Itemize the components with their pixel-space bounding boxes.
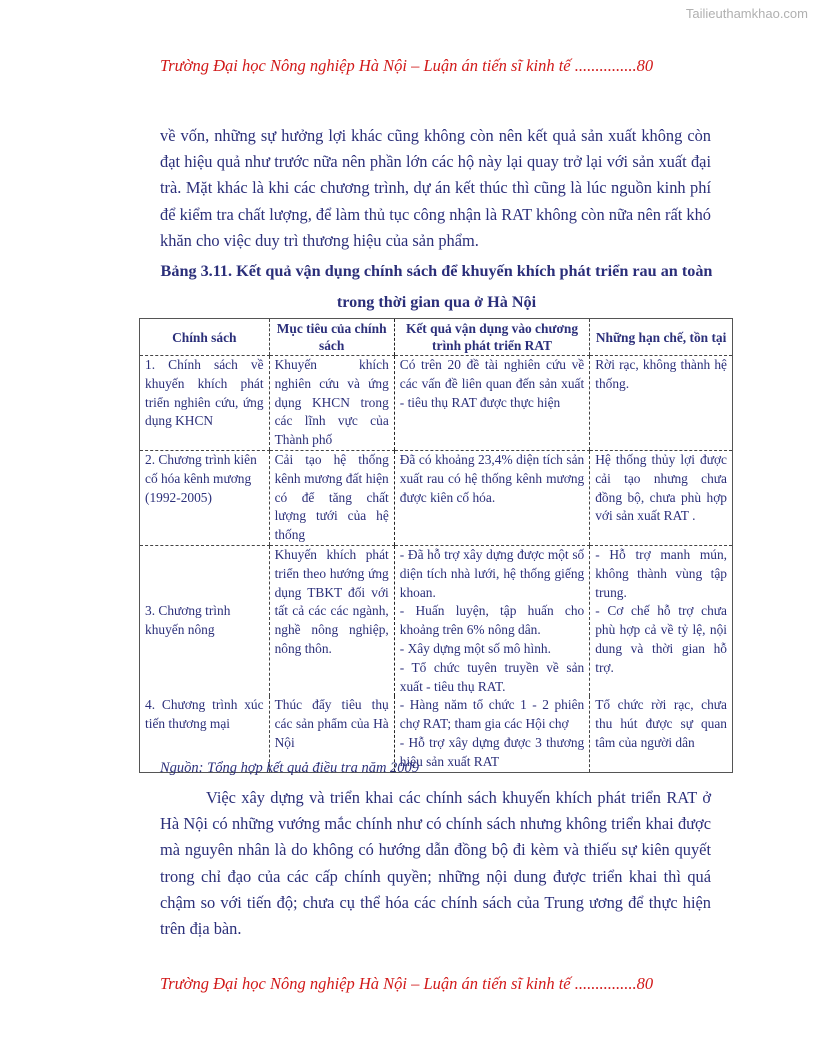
result-item: - Hỗ trợ xây dựng được 3 thương hiệu sản xuất RAT [399,734,585,769]
limitations-cell [590,450,733,545]
objective-cell: Khuyến khích nghiên cứu và ứng dụng KHCN trong các lĩnh vực của Thành phố [269,356,394,451]
header-objective: Mục tiêu của chính sách [269,319,394,356]
objective-cell: Cải tạo hệ thống kênh mương đất hiện có để tăng chất lượng tưới của hệ thống [269,450,394,545]
policy-cell: 3. Chương trình khuyến nông [145,602,231,637]
limitation-item: Hệ thống thủy lợi được cải tạo nhưng chưa đồng bộ, chưa phù hợp với sản xuất RAT . [595,451,727,524]
header-results: Kết quả vận dụng vào chương trình phát triển RAT [394,319,589,356]
limitation-item: - Hỗ trợ manh mún, không thành vùng tập trung. [595,546,727,600]
limitation-item: Rời rạc, không thành hệ thống. [595,357,727,391]
result-item: - Xây dựng một số mô hình. [399,640,551,656]
results-cell [394,545,589,696]
table-row [140,545,733,696]
intro-paragraph: về vốn, những sự hưởng lợi khác cũng không còn nên kết quả sản xuất không còn đạt hiệu quả như trước nữa nên phần lớn các hộ này lại quay trở lại với sản xuất đại trà. Mặt khác là khi các chương trình, dự án kết thúc thì cũng là lúc nguồn kinh phí để kiểm tra chất lượng, để làm thủ tục công nhận là RAT không còn nữa nên rất khó khăn cho việc duy trì thương hiệu của sản phẩm. [160,126,711,250]
header-limitations: Những hạn chế, tồn tại [590,319,733,356]
table-row [140,450,733,545]
header-policy: Chính sách [140,319,270,356]
result-item: Đã có khoảng 23,4% diện tích sản xuất rau có hệ thống kênh mương được kiên cố hóa. [399,451,585,505]
policy-cell: 4. Chương trình xúc tiến thương mại [145,697,264,732]
result-item: - Tổ chức tuyên truyền về sản xuất - tiêu thụ RAT. [399,659,585,694]
result-item: - Hàng năm tổ chức 1 - 2 phiên chợ RAT; tham gia các Hội chợ [399,697,585,732]
outro-paragraph: Việc xây dựng và triển khai các chính sách khuyến khích phát triển RAT ở Hà Nội có những vướng mắc chính như có chính sách nhưng không triển khai được mà nguyên nhân là do không có hướng dẫn đồng bộ đi kèm và thiếu sự kiên quyết trong chỉ đạo của các cấp chính quyền; những nội dung được triển khai thì quá chậm so với tiến độ; chưa cụ thể hóa các chính sách của Trung ương để thực hiện trên địa bàn. [160,788,711,939]
policy-results-table [139,318,733,773]
limitation-item: - Cơ chế hỗ trợ chưa phù hợp cả về tỷ lệ, nội dung và thời gian hỗ trợ. [595,603,727,675]
table-source-note: Nguồn: Tổng hợp kết quả điều tra năm 2009 [160,760,420,776]
table-caption: Bảng 3.11. Kết quả vận dụng chính sách để khuyến khích phát triển rau an toàn trong thời gian qua ở Hà Nội [160,262,713,311]
results-cell [394,356,589,451]
watermark: Tailieuthamkhao.com [685,6,808,21]
result-item: - Đã hỗ trợ xây dựng được một số diện tích nhà lưới, hệ thống giếng khoan. [399,546,585,600]
running-footer: Trường Đại học Nông nghiệp Hà Nội – Luận án tiến sĩ kinh tế ...............80 [160,974,654,993]
limitations-cell [590,696,733,772]
result-item: Có trên 20 đề tài nghiên cứu về các vấn đề liên quan đến sản xuất - tiêu thụ RAT được thực hiện [399,357,585,410]
running-header: Trường Đại học Nông nghiệp Hà Nội – Luận án tiến sĩ kinh tế ...............80 [160,56,654,75]
table-header-row [140,319,733,356]
results-cell [394,450,589,545]
limitations-cell [590,545,733,696]
table-row [140,356,733,451]
limitations-cell [590,356,733,451]
result-item: - Huấn luyện, tập huấn cho khoảng trên 6% nông dân. [399,603,585,638]
results-cell [394,696,589,772]
objective-cell: Khuyến khích phát triển theo hướng ứng dụng TBKT đối với tất cả các các ngành, nghề nông nghiệp, nông thôn. [269,545,394,696]
policy-cell: 1. Chính sách về khuyến khích phát triển nghiên cứu, ứng dụng KHCN [140,356,270,451]
objective-cell: Thúc đẩy tiêu thụ các sản phẩm của Hà Nội [269,696,394,772]
limitation-item: Tổ chức rời rạc, chưa thu hút được sự quan tâm của người dân [595,697,727,750]
policy-cell: 2. Chương trình kiên cố hóa kênh mương (1992-2005) [140,450,270,545]
